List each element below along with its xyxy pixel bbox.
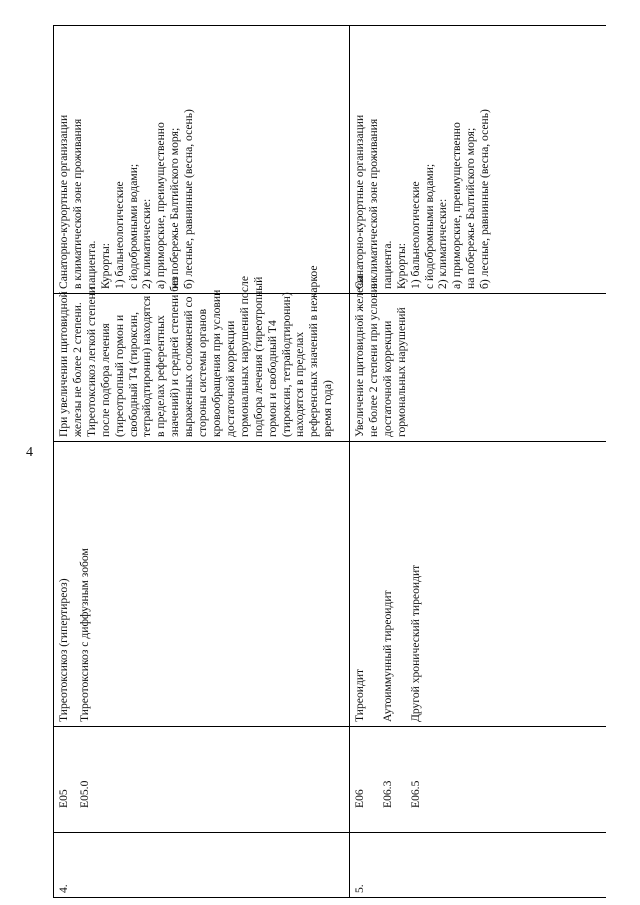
resort-line: а) приморские, преимущественно [154, 122, 168, 289]
icd-code-cell [54, 727, 350, 833]
icd-code: E06 [353, 789, 366, 808]
resort-line: пациента. [84, 240, 98, 289]
icd-code-cell [350, 727, 606, 833]
resort-line: а) приморские, преимущественно [450, 122, 464, 289]
diagnosis-name: Тиреоидит [353, 668, 366, 722]
diagnosis-cell [54, 442, 350, 727]
icd-code: E06.3 [380, 780, 394, 808]
diagnosis-name: Тиреотоксикоз с диффузным зобом [77, 548, 91, 722]
diagnosis-cell [350, 442, 606, 727]
condition-cell [350, 275, 606, 442]
condition-line: гормональных нарушений [394, 307, 408, 437]
row-number: 4. [57, 884, 70, 893]
row-number: 5. [353, 884, 366, 893]
resort-cell [54, 25, 350, 294]
resort-line: пациента. [380, 240, 394, 289]
diagnosis-name: Тиреотоксикоз (гипертиреоз) [57, 578, 70, 722]
icd-code: E05 [57, 789, 70, 808]
row-number-cell [350, 833, 606, 898]
condition-line: стороны системы органов [196, 308, 210, 437]
condition-line: значений) и средней степени без [168, 276, 182, 437]
condition-line: в пределах референтных [154, 315, 168, 437]
condition-line: кровообращения при условии [209, 289, 223, 437]
resort-line: 2) климатические: [140, 198, 154, 289]
resort-line: Курорты: [98, 243, 112, 289]
condition-line: подбора лечения (тиреотропный [251, 276, 265, 437]
condition-line: (тироксин, тетрайодтиронин) [279, 292, 293, 437]
resort-table [53, 25, 606, 898]
resort-line: в климатической зоне проживания [70, 118, 84, 289]
table-row [53, 25, 350, 898]
condition-line: референсных значений в нежаркое [307, 265, 321, 437]
condition-line: железы не более 2 степени. [70, 302, 84, 437]
condition-line: тетрайодтиронин) находятся [140, 295, 154, 437]
resort-line: с йодобромными водами; [422, 163, 436, 289]
resort-line: Курорты: [394, 243, 408, 289]
resort-line: на побережье Балтийского моря; [464, 127, 478, 289]
condition-line: свободный Т4 (тироксин, [126, 312, 140, 437]
condition-line: При увеличении щитовидной [57, 291, 70, 437]
condition-line: после подбора лечения [98, 323, 112, 437]
diagnosis-name: Другой хронический тиреоидит [408, 564, 422, 722]
resort-line: 2) климатические: [436, 198, 450, 289]
resort-line: б) лесные, равнинные (весна, осень) [478, 109, 492, 289]
icd-code: E05.0 [77, 780, 91, 808]
resort-line: Санаторно-курортные организации [353, 114, 366, 289]
condition-line: Тиреотоксикоз легкой степени [84, 286, 98, 437]
page-number: 4 [26, 445, 33, 460]
condition-line: время года) [321, 380, 335, 437]
icd-code: E06.5 [408, 780, 422, 808]
condition-line: достаточной коррекции [380, 320, 394, 437]
resort-line: 1) бальнеологические [112, 181, 126, 289]
resort-line: с йодобромными водами; [126, 163, 140, 289]
condition-line: достаточной коррекции [223, 320, 237, 437]
condition-line: гормональных нарушений после [237, 276, 251, 437]
resort-line: Санаторно-курортные организации [57, 114, 70, 289]
condition-line: не более 2 степени при условии [366, 280, 380, 437]
resort-cell [350, 25, 606, 294]
condition-line: (тиреотропный гормон и [112, 314, 126, 437]
resort-line: 1) бальнеологические [408, 181, 422, 289]
resort-line: б) лесные, равнинные (весна, осень) [182, 109, 196, 289]
condition-line: находятся в пределах [293, 331, 307, 437]
condition-line: Увеличение щитовидной железы [353, 275, 366, 437]
condition-line: выраженных осложнений со [182, 296, 196, 437]
row-number-cell [54, 833, 350, 898]
diagnosis-name: Аутоиммунный тиреоидит [380, 590, 394, 722]
resort-line: на побережье Балтийского моря; [168, 127, 182, 289]
document-body [53, 25, 606, 898]
condition-line: гормон и свободный Т4 [265, 320, 279, 437]
table-row [349, 25, 606, 898]
resort-line: в климатической зоне проживания [366, 118, 380, 289]
